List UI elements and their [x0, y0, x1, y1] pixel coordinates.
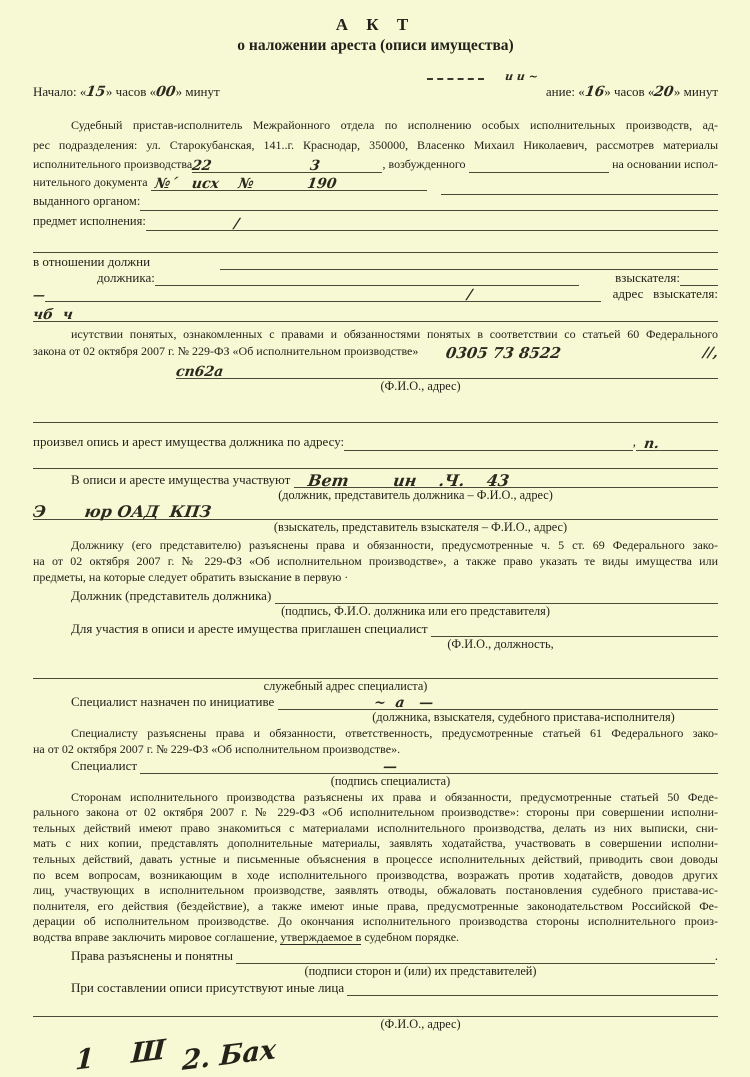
- intro-line-6: [33, 211, 718, 231]
- participants-label: В описи и аресте имущества участвуют: [71, 472, 294, 487]
- specialist-address-blank: [33, 663, 718, 679]
- specialist-rights-paragraph: [33, 725, 718, 758]
- rights50-line-6: по всем вопросам, возникающим в ходе исполнительного производства, возражать против ходатайств, доводов других: [33, 867, 718, 882]
- claimant-label: взыскателя:: [615, 270, 680, 285]
- claimant-address-blank: [33, 306, 718, 322]
- rights50-line-8: полнителя, его действия (бездействие), а также имеют иные права, предусмотренные законодательством Российской Фе-: [33, 898, 718, 913]
- witness-number-handwritten: 0305 73 8522: [445, 344, 563, 362]
- witnesses-caption: (Ф.И.О., адрес): [380, 379, 461, 393]
- rights-understood-row: [33, 948, 718, 964]
- document-title: А К Т: [335, 15, 416, 34]
- participants-handwritten: Вет ин .Ч. 43: [306, 471, 510, 490]
- specialist-invite-label: Для участия в описи и аресте имущества приглашен специалист: [71, 620, 431, 636]
- case-number-handwritten-1: 22: [191, 158, 213, 174]
- times-row: [33, 83, 718, 101]
- other-persons-blank: [347, 980, 718, 996]
- debtor-line-3: [33, 286, 718, 302]
- rights50-line-3: тельных действий имеют право знакомиться с материалами исполнительного производства, делать из них выписки, сни-: [33, 820, 718, 835]
- rights69-line-3: предметы, на которые следует обратить взыскание в первую ·: [33, 570, 349, 585]
- debtor-name-label: должника:: [97, 270, 155, 285]
- witnesses-line-2: [33, 343, 718, 360]
- start-hours-handwritten: 15: [85, 84, 108, 100]
- claimant-address-handwritten: чб ч: [31, 307, 74, 323]
- other-persons-caption: (Ф.И.О., адрес): [380, 1016, 461, 1031]
- initiated-blank: [469, 157, 610, 173]
- inventory-address-blank-2: [636, 435, 718, 451]
- initiated-label: , возбужденного: [382, 157, 469, 171]
- specialist-rights-line-2: на от 02 октября 2007 г. № 229-ФЗ «Об исполнительном производстве».: [33, 742, 401, 757]
- margin-dash-handwritten: —: [32, 288, 46, 302]
- debtor-address-blank: [45, 286, 601, 302]
- intro-line-3: [33, 155, 718, 173]
- debtor-line-1: [33, 254, 718, 270]
- rights50-paragraph: [33, 790, 718, 946]
- specialist-signature-caption: (подпись специалиста): [330, 773, 451, 788]
- specialist-signature-row: [33, 758, 718, 774]
- handwritten-signatures: [74, 1033, 718, 1077]
- specialist-initiative-handwritten: ~ а —: [373, 694, 435, 711]
- issuing-authority-blank: [140, 195, 718, 211]
- specialist-invite-blank: [431, 621, 718, 637]
- case-number-handwritten-2: 3: [309, 158, 322, 174]
- rights69-line-1: Должнику (его представителю) разъяснены права и обязанности, предусмотренные ч. 5 ст. 69 Федерального зако-: [71, 538, 718, 552]
- specialist-signature-blank: [140, 758, 718, 774]
- specialist-initiative-caption: (должника, взыскателя, судебного пристава-исполнителя): [372, 709, 675, 724]
- intro-line-1: Судебный пристав-исполнитель Межрайонного отдела по исполнению особых исполнительных производств, ад-: [71, 118, 718, 132]
- rights-understood-blank: [236, 948, 715, 964]
- rights50-line-2: рального закона от 02 октября 2007 г. № 229-ФЗ «Об исполнительном производстве»: стороны при совершении исполни-: [33, 805, 718, 820]
- witness-mark-handwritten: //,: [701, 345, 720, 361]
- debtor-address-handwritten-mark: /: [466, 287, 474, 303]
- inventory-address-row: [33, 433, 718, 451]
- witnesses-section: [33, 326, 718, 394]
- specialist-address-caption: служебный адрес специалиста): [263, 678, 428, 693]
- scan-dash-mark: [427, 78, 484, 80]
- other-persons-label: При составлении описи присутствуют иные лица: [71, 979, 348, 995]
- claimant-names-blank: [33, 504, 718, 520]
- signature-2-handwritten: 2. Бах: [181, 1033, 277, 1077]
- intro-line-2: рес подразделения: ул. Старокубанская, 141..г. Краснодар, 350000, Власенко Михаил Николаевич, рассмотрев материалы: [33, 137, 718, 152]
- case-number-label: исполнительного производства: [33, 157, 193, 171]
- regarding-debtor-label: в отношении должни: [33, 254, 151, 269]
- based-on-label: на основании испол-: [609, 157, 718, 171]
- end-minutes-handwritten: 20: [653, 84, 676, 100]
- start-time-suffix: » минут: [175, 84, 220, 99]
- rights-understood-label: Права разъяснены и понятны: [71, 947, 237, 963]
- subject-label: предмет исполнения:: [33, 214, 146, 228]
- inventory-address-comma: ,: [632, 434, 636, 449]
- case-number-blank: [192, 157, 382, 173]
- specialist-signature-label: Специалист: [71, 757, 141, 773]
- inventory-address-continuation-blank: [33, 453, 718, 469]
- rights69-line-2: на от 02 октября 2007 г. № 229-ФЗ «Об исполнительном производстве», а также право указать те виды имущества или: [33, 554, 718, 569]
- participants-caption: (должник, представитель должника – Ф.И.О., адрес): [278, 488, 553, 502]
- rights50-line-7: лиц, участвующих в исполнительном производстве, заявлять отводы, обжаловать постановления судебного пристава-ис-: [33, 883, 718, 898]
- handwritten-scribble-top: и и ~: [504, 70, 539, 83]
- exec-document-handwritten: №´ исх № 190: [153, 176, 338, 192]
- intro-line-4: [33, 173, 718, 191]
- inventory-address-handwritten: п.: [642, 436, 661, 452]
- debtor-section: [33, 254, 718, 322]
- debtor-line-2: [33, 270, 718, 286]
- specialist-signature-handwritten: —: [381, 758, 399, 775]
- issuing-authority-label: выданного органом:: [33, 194, 141, 208]
- end-hours-handwritten: 16: [583, 84, 606, 100]
- specialist-rights-line-1: Специалисту разъяснены права и обязанности, ответственность, предусмотренные статьей 61 Федерального зако-: [71, 725, 718, 740]
- inventory-address-label: произвел опись и арест имущества должника по адресу:: [33, 434, 345, 449]
- participants-blank: [294, 472, 718, 488]
- specialist-initiative-row: [33, 694, 718, 710]
- other-persons-continuation-blank: [33, 1001, 718, 1017]
- claimant-address-label: адрес взыскателя:: [612, 286, 718, 301]
- rights50-line-5: тельных действий, давать устные и письменные объяснения в процессе исполнительных действий, приводить свои доводы: [33, 851, 718, 866]
- signature-1-handwritten: 1 Ш: [74, 1033, 167, 1077]
- specialist-initiative-label: Специалист назначен по инициативе: [71, 693, 278, 709]
- rights69-paragraph: [33, 537, 718, 586]
- start-time-prefix: Начало: «: [33, 84, 87, 99]
- law60-label: закона от 02 октября 2007 г. № 229-ФЗ «Об исполнительном производстве»: [33, 344, 419, 358]
- other-persons-row: [33, 980, 718, 996]
- subject-continuation-blank: [33, 237, 718, 253]
- start-time: [33, 83, 220, 101]
- parties-signatures-caption: (подписи сторон и (или) их представителей): [304, 963, 537, 978]
- specialist-fio-caption: (Ф.И.О., должность,: [447, 636, 554, 651]
- end-time-prefix: ание: «: [545, 84, 585, 99]
- rights50-line-10: [33, 930, 718, 946]
- rights50-last-a: водства вправе заключить мировое соглашение,: [33, 929, 281, 944]
- document-subtitle: о наложении ареста (описи имущества): [237, 37, 514, 54]
- subject-blank: [146, 215, 718, 231]
- end-time: [546, 83, 718, 101]
- rights50-line-9: дерации об исполнительном производстве. До окончания исполнительного производства стороны исполнительного произ-: [33, 914, 718, 929]
- start-minutes-handwritten: 00: [155, 84, 177, 100]
- rights50-line-4: мать с них копии, представлять дополнительные материалы, заявлять ходатайства, участвовать в совершении исполни-: [33, 836, 718, 851]
- debtor-signature-row: [33, 587, 718, 604]
- witnesses-line-1: исутствии понятых, ознакомленных с правами и обязанностями понятых в соответствии со статьей 60 Федерального: [71, 327, 718, 341]
- debtor-name-blank: [155, 270, 579, 286]
- rights50-last-c: судебном порядке.: [361, 929, 460, 944]
- subject-handwritten-mark: /: [232, 216, 241, 232]
- debtor-signature-blank: [275, 588, 718, 604]
- specialist-invite-row: [33, 620, 718, 637]
- claimant-names-handwritten: Э юр ОАД КПЗ: [31, 502, 213, 521]
- witnesses-names-handwritten: сп62а: [174, 364, 225, 380]
- witnesses-names-blank: [176, 363, 718, 379]
- intro-paragraph: [33, 116, 718, 253]
- separator-blank: [33, 407, 718, 423]
- end-time-suffix: » минут: [673, 84, 718, 99]
- start-time-mid: » часов «: [105, 84, 157, 99]
- participants-row: [33, 471, 718, 488]
- exec-document-blank: [151, 175, 428, 191]
- regarding-debtor-blank: [220, 254, 718, 270]
- end-time-mid: » часов «: [604, 84, 655, 99]
- claimant-blank: [680, 270, 718, 286]
- claimant-names-caption: (взыскатель, представитель взыскателя – Ф.И.О., адрес): [273, 520, 568, 534]
- exec-document-label: нительного документа: [33, 175, 151, 189]
- debtor-signature-label: Должник (представитель должника): [71, 587, 275, 603]
- inventory-address-blank: [344, 435, 633, 451]
- rights50-line-1: Сторонам исполнительного производства разъяснены их права и обязанности, предусмотренные статьей 50 Феде-: [71, 789, 718, 804]
- specialist-initiative-blank: [278, 694, 718, 710]
- exec-document-blank-2: [441, 179, 718, 195]
- rights50-underlined-handwritten: утверждаемое в: [280, 929, 362, 944]
- debtor-signature-caption: (подпись, Ф.И.О. должника или его представителя): [281, 603, 550, 618]
- rights-understood-period: .: [714, 947, 718, 963]
